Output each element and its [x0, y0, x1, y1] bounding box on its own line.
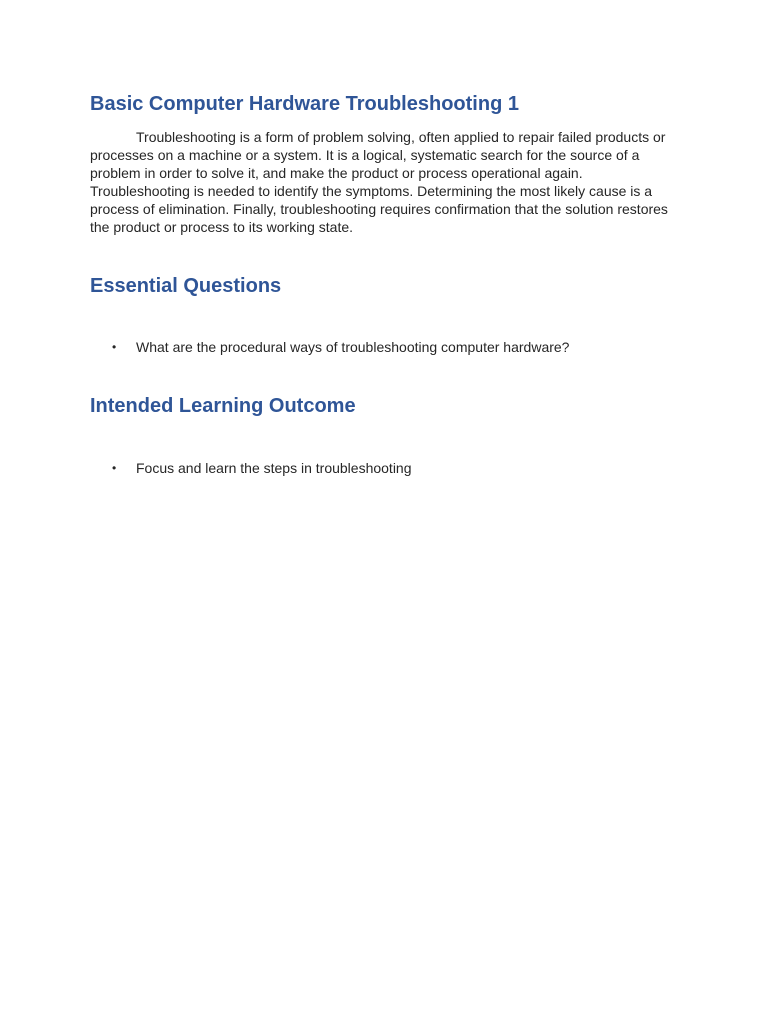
bullet-icon: •	[112, 340, 117, 354]
section-heading-essential-questions: Essential Questions	[90, 275, 282, 297]
section-heading-intended-learning-outcome: Intended Learning Outcome	[90, 395, 356, 417]
essential-questions-list	[90, 338, 690, 356]
bullet-icon: •	[112, 461, 117, 475]
page-title: Basic Computer Hardware Troubleshooting 1	[90, 93, 519, 115]
list-item	[90, 338, 690, 356]
list-item-text: Focus and learn the steps in troubleshooting	[136, 460, 412, 476]
list-item	[90, 459, 690, 477]
intro-paragraph: Troubleshooting is a form of problem solving, often applied to repair failed products or processes on a machine or a system. It is a logical, systematic search for the source of a problem in order to solve it, and make the product or process operational again. Troubleshooting is needed to identify the symptoms. Determining the most likely cause is a process of elimination. Finally, troubleshooting requires confirmation that the solution restores the product or process to its working state.	[90, 129, 668, 235]
list-item-text: What are the procedural ways of troubleshooting computer hardware?	[136, 339, 570, 355]
learning-outcome-list	[90, 459, 690, 477]
